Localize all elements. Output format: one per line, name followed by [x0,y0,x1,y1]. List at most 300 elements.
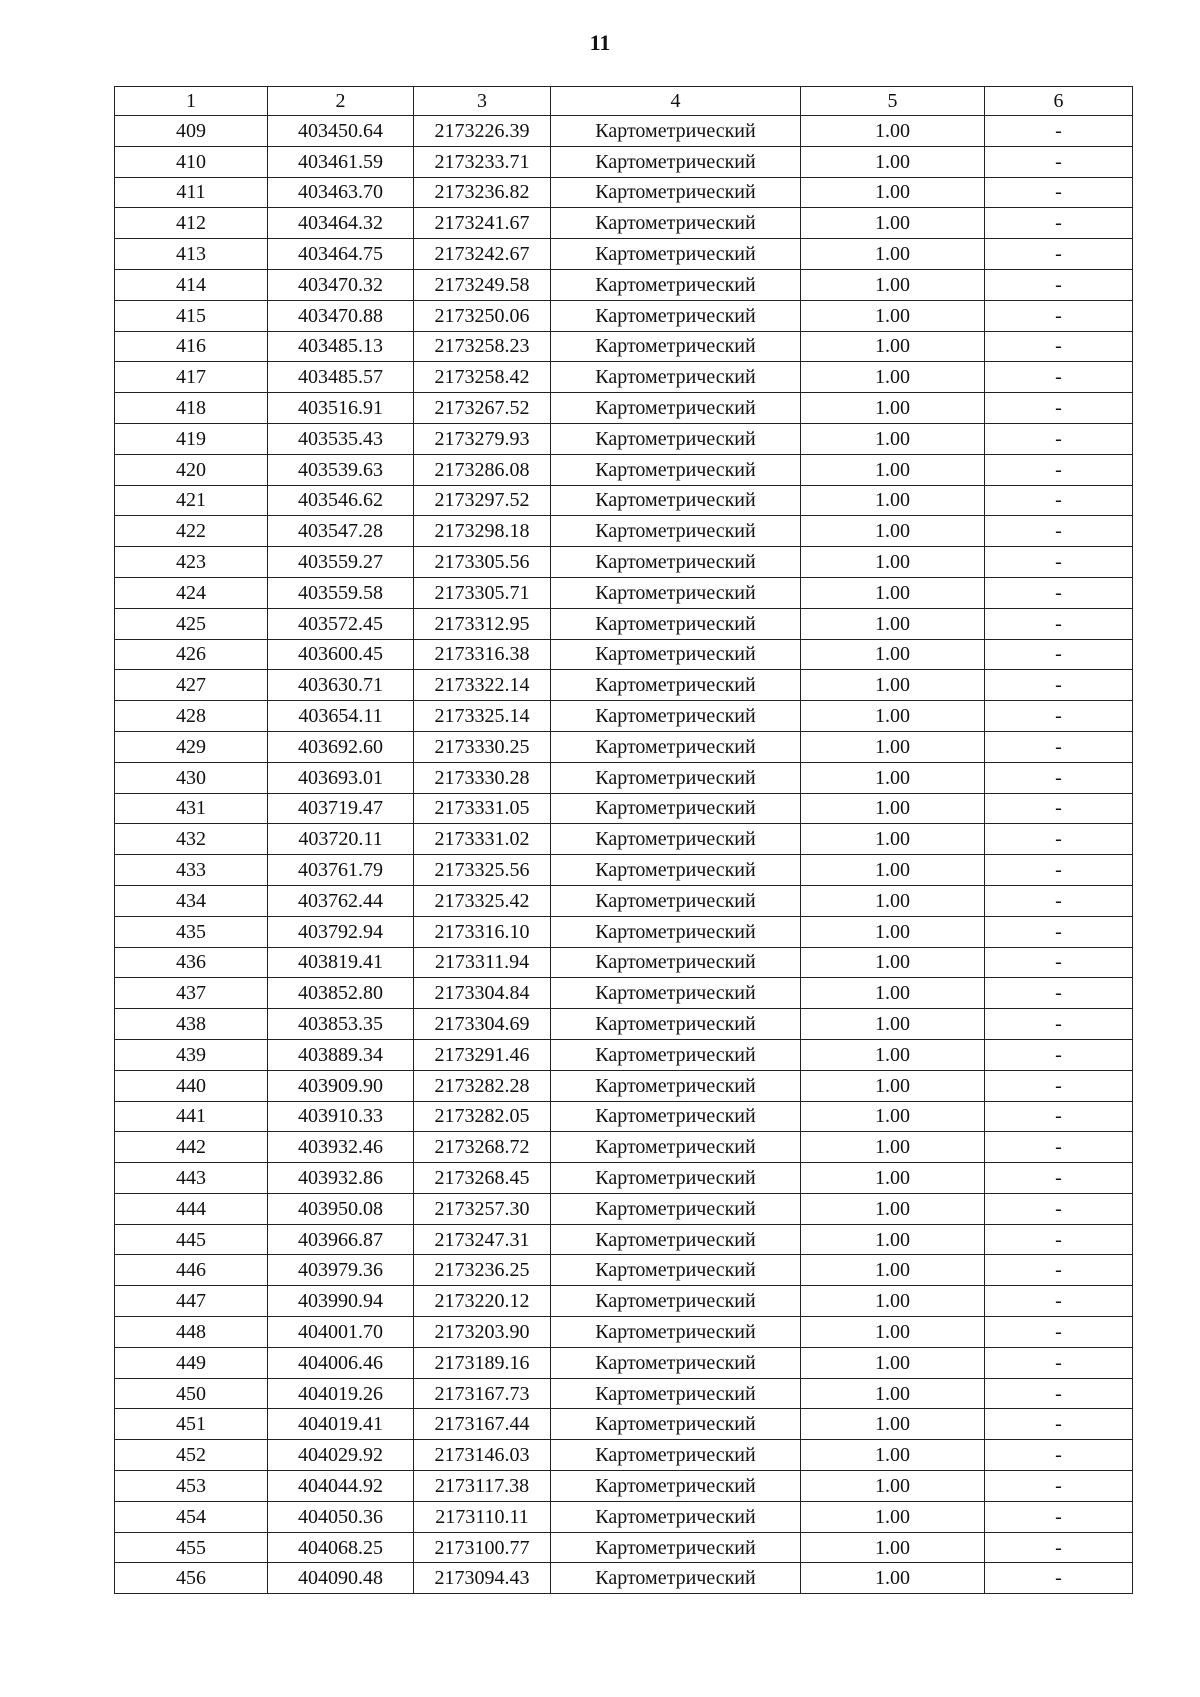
method-cell: Картометрический [551,239,801,270]
x-coordinate-cell: 403485.13 [268,331,414,362]
y-coordinate-cell: 2173282.05 [414,1101,551,1132]
y-coordinate-cell: 2173325.14 [414,701,551,732]
x-coordinate-cell: 403461.59 [268,146,414,177]
table-row [115,1532,1133,1563]
point-number-cell: 443 [115,1163,268,1194]
method-cell: Картометрический [551,177,801,208]
method-cell: Картометрический [551,116,801,147]
table-row [115,331,1133,362]
x-coordinate-cell: 404001.70 [268,1317,414,1348]
x-coordinate-cell: 403630.71 [268,670,414,701]
table-row [115,1132,1133,1163]
table-row [115,824,1133,855]
point-number-cell: 417 [115,362,268,393]
x-coordinate-cell: 404050.36 [268,1501,414,1532]
point-number-cell: 432 [115,824,268,855]
accuracy-cell: 1.00 [801,1009,985,1040]
method-cell: Картометрический [551,639,801,670]
note-cell: - [985,1501,1133,1532]
note-cell: - [985,608,1133,639]
point-number-cell: 420 [115,454,268,485]
x-coordinate-cell: 404029.92 [268,1440,414,1471]
note-cell: - [985,239,1133,270]
method-cell: Картометрический [551,1193,801,1224]
table-row [115,577,1133,608]
method-cell: Картометрический [551,362,801,393]
note-cell: - [985,1347,1133,1378]
method-cell: Картометрический [551,885,801,916]
accuracy-cell: 1.00 [801,608,985,639]
x-coordinate-cell: 403539.63 [268,454,414,485]
x-coordinate-cell: 403979.36 [268,1255,414,1286]
y-coordinate-cell: 2173258.23 [414,331,551,362]
method-cell: Картометрический [551,1070,801,1101]
note-cell: - [985,516,1133,547]
note-cell: - [985,208,1133,239]
point-number-cell: 440 [115,1070,268,1101]
point-number-cell: 409 [115,116,268,147]
table-row [115,239,1133,270]
point-number-cell: 416 [115,331,268,362]
table-row [115,269,1133,300]
accuracy-cell: 1.00 [801,978,985,1009]
note-cell: - [985,824,1133,855]
point-number-cell: 414 [115,269,268,300]
y-coordinate-cell: 2173189.16 [414,1347,551,1378]
table-row [115,1070,1133,1101]
x-coordinate-cell: 403559.27 [268,547,414,578]
point-number-cell: 424 [115,577,268,608]
y-coordinate-cell: 2173325.56 [414,855,551,886]
accuracy-cell: 1.00 [801,454,985,485]
note-cell: - [985,916,1133,947]
note-cell: - [985,1163,1133,1194]
accuracy-cell: 1.00 [801,1255,985,1286]
point-number-cell: 450 [115,1378,268,1409]
x-coordinate-cell: 403853.35 [268,1009,414,1040]
x-coordinate-cell: 403950.08 [268,1193,414,1224]
accuracy-cell: 1.00 [801,116,985,147]
point-number-cell: 449 [115,1347,268,1378]
table-row [115,885,1133,916]
y-coordinate-cell: 2173220.12 [414,1286,551,1317]
method-cell: Картометрический [551,762,801,793]
y-coordinate-cell: 2173226.39 [414,116,551,147]
note-cell: - [985,300,1133,331]
x-coordinate-cell: 403932.46 [268,1132,414,1163]
y-coordinate-cell: 2173331.05 [414,793,551,824]
method-cell: Картометрический [551,1039,801,1070]
method-cell: Картометрический [551,824,801,855]
method-cell: Картометрический [551,1163,801,1194]
point-number-cell: 410 [115,146,268,177]
point-number-cell: 439 [115,1039,268,1070]
point-number-cell: 429 [115,731,268,762]
x-coordinate-cell: 403990.94 [268,1286,414,1317]
point-number-cell: 423 [115,547,268,578]
note-cell: - [985,1132,1133,1163]
x-coordinate-cell: 403719.47 [268,793,414,824]
method-cell: Картометрический [551,1563,801,1594]
y-coordinate-cell: 2173330.28 [414,762,551,793]
table-row [115,1163,1133,1194]
note-cell: - [985,1070,1133,1101]
point-number-cell: 411 [115,177,268,208]
y-coordinate-cell: 2173291.46 [414,1039,551,1070]
point-number-cell: 444 [115,1193,268,1224]
accuracy-cell: 1.00 [801,1532,985,1563]
column-header: 1 [115,87,268,116]
x-coordinate-cell: 403463.70 [268,177,414,208]
x-coordinate-cell: 403516.91 [268,393,414,424]
accuracy-cell: 1.00 [801,1563,985,1594]
y-coordinate-cell: 2173117.38 [414,1471,551,1502]
x-coordinate-cell: 403889.34 [268,1039,414,1070]
method-cell: Картометрический [551,731,801,762]
table-row [115,1255,1133,1286]
point-number-cell: 451 [115,1409,268,1440]
table-row [115,608,1133,639]
accuracy-cell: 1.00 [801,639,985,670]
method-cell: Картометрический [551,393,801,424]
method-cell: Картометрический [551,1317,801,1348]
accuracy-cell: 1.00 [801,208,985,239]
point-number-cell: 426 [115,639,268,670]
y-coordinate-cell: 2173094.43 [414,1563,551,1594]
column-header: 2 [268,87,414,116]
note-cell: - [985,1317,1133,1348]
x-coordinate-cell: 403692.60 [268,731,414,762]
column-header: 6 [985,87,1133,116]
accuracy-cell: 1.00 [801,1378,985,1409]
y-coordinate-cell: 2173247.31 [414,1224,551,1255]
note-cell: - [985,177,1133,208]
accuracy-cell: 1.00 [801,1471,985,1502]
y-coordinate-cell: 2173203.90 [414,1317,551,1348]
note-cell: - [985,1440,1133,1471]
point-number-cell: 415 [115,300,268,331]
point-number-cell: 455 [115,1532,268,1563]
accuracy-cell: 1.00 [801,762,985,793]
x-coordinate-cell: 403535.43 [268,423,414,454]
x-coordinate-cell: 403654.11 [268,701,414,732]
method-cell: Картометрический [551,1440,801,1471]
y-coordinate-cell: 2173298.18 [414,516,551,547]
table-row [115,116,1133,147]
y-coordinate-cell: 2173110.11 [414,1501,551,1532]
accuracy-cell: 1.00 [801,1163,985,1194]
accuracy-cell: 1.00 [801,239,985,270]
accuracy-cell: 1.00 [801,393,985,424]
accuracy-cell: 1.00 [801,1224,985,1255]
table-row [115,1563,1133,1594]
method-cell: Картометрический [551,1132,801,1163]
point-number-cell: 435 [115,916,268,947]
x-coordinate-cell: 404019.26 [268,1378,414,1409]
method-cell: Картометрический [551,208,801,239]
note-cell: - [985,762,1133,793]
accuracy-cell: 1.00 [801,1039,985,1070]
y-coordinate-cell: 2173304.84 [414,978,551,1009]
x-coordinate-cell: 403966.87 [268,1224,414,1255]
accuracy-cell: 1.00 [801,916,985,947]
method-cell: Картометрический [551,1009,801,1040]
method-cell: Картометрический [551,1101,801,1132]
method-cell: Картометрический [551,608,801,639]
table-row [115,423,1133,454]
table-row [115,1471,1133,1502]
note-cell: - [985,1471,1133,1502]
table-row [115,1409,1133,1440]
y-coordinate-cell: 2173241.67 [414,208,551,239]
method-cell: Картометрический [551,547,801,578]
y-coordinate-cell: 2173311.94 [414,947,551,978]
note-cell: - [985,547,1133,578]
table-row [115,731,1133,762]
method-cell: Картометрический [551,1255,801,1286]
note-cell: - [985,1378,1133,1409]
y-coordinate-cell: 2173325.42 [414,885,551,916]
method-cell: Картометрический [551,300,801,331]
accuracy-cell: 1.00 [801,855,985,886]
x-coordinate-cell: 404006.46 [268,1347,414,1378]
accuracy-cell: 1.00 [801,1440,985,1471]
method-cell: Картометрический [551,947,801,978]
method-cell: Картометрический [551,916,801,947]
accuracy-cell: 1.00 [801,885,985,916]
table-row [115,300,1133,331]
method-cell: Картометрический [551,1347,801,1378]
note-cell: - [985,855,1133,886]
point-number-cell: 425 [115,608,268,639]
y-coordinate-cell: 2173282.28 [414,1070,551,1101]
accuracy-cell: 1.00 [801,362,985,393]
point-number-cell: 433 [115,855,268,886]
table-row [115,916,1133,947]
y-coordinate-cell: 2173100.77 [414,1532,551,1563]
table-row [115,1501,1133,1532]
y-coordinate-cell: 2173331.02 [414,824,551,855]
point-number-cell: 419 [115,423,268,454]
x-coordinate-cell: 403761.79 [268,855,414,886]
y-coordinate-cell: 2173316.38 [414,639,551,670]
note-cell: - [985,1009,1133,1040]
point-number-cell: 436 [115,947,268,978]
method-cell: Картометрический [551,485,801,516]
x-coordinate-cell: 403852.80 [268,978,414,1009]
note-cell: - [985,423,1133,454]
accuracy-cell: 1.00 [801,1286,985,1317]
y-coordinate-cell: 2173250.06 [414,300,551,331]
accuracy-cell: 1.00 [801,177,985,208]
table-row [115,1039,1133,1070]
point-number-cell: 413 [115,239,268,270]
y-coordinate-cell: 2173316.10 [414,916,551,947]
note-cell: - [985,485,1133,516]
accuracy-cell: 1.00 [801,1132,985,1163]
point-number-cell: 437 [115,978,268,1009]
point-number-cell: 456 [115,1563,268,1594]
accuracy-cell: 1.00 [801,1317,985,1348]
accuracy-cell: 1.00 [801,516,985,547]
note-cell: - [985,793,1133,824]
method-cell: Картометрический [551,146,801,177]
note-cell: - [985,269,1133,300]
y-coordinate-cell: 2173167.73 [414,1378,551,1409]
y-coordinate-cell: 2173279.93 [414,423,551,454]
column-header: 5 [801,87,985,116]
x-coordinate-cell: 403470.88 [268,300,414,331]
note-cell: - [985,947,1133,978]
note-cell: - [985,1286,1133,1317]
table-row [115,701,1133,732]
table-row [115,855,1133,886]
x-coordinate-cell: 403470.32 [268,269,414,300]
table-row [115,1193,1133,1224]
table-row [115,1286,1133,1317]
method-cell: Картометрический [551,670,801,701]
method-cell: Картометрический [551,269,801,300]
table-row [115,146,1133,177]
note-cell: - [985,670,1133,701]
x-coordinate-cell: 404068.25 [268,1532,414,1563]
accuracy-cell: 1.00 [801,269,985,300]
y-coordinate-cell: 2173267.52 [414,393,551,424]
accuracy-cell: 1.00 [801,331,985,362]
accuracy-cell: 1.00 [801,731,985,762]
column-header: 4 [551,87,801,116]
table-row [115,1224,1133,1255]
accuracy-cell: 1.00 [801,300,985,331]
y-coordinate-cell: 2173322.14 [414,670,551,701]
note-cell: - [985,978,1133,1009]
x-coordinate-cell: 404019.41 [268,1409,414,1440]
table-row [115,1101,1133,1132]
point-number-cell: 447 [115,1286,268,1317]
x-coordinate-cell: 403485.57 [268,362,414,393]
accuracy-cell: 1.00 [801,1409,985,1440]
point-number-cell: 421 [115,485,268,516]
note-cell: - [985,1101,1133,1132]
x-coordinate-cell: 403762.44 [268,885,414,916]
note-cell: - [985,885,1133,916]
y-coordinate-cell: 2173286.08 [414,454,551,485]
x-coordinate-cell: 404090.48 [268,1563,414,1594]
table-row [115,639,1133,670]
point-number-cell: 422 [115,516,268,547]
point-number-cell: 446 [115,1255,268,1286]
note-cell: - [985,146,1133,177]
accuracy-cell: 1.00 [801,1070,985,1101]
note-cell: - [985,701,1133,732]
point-number-cell: 442 [115,1132,268,1163]
method-cell: Картометрический [551,1286,801,1317]
y-coordinate-cell: 2173167.44 [414,1409,551,1440]
table-header-row [115,87,1133,116]
point-number-cell: 431 [115,793,268,824]
y-coordinate-cell: 2173242.67 [414,239,551,270]
note-cell: - [985,1532,1133,1563]
x-coordinate-cell: 403464.32 [268,208,414,239]
accuracy-cell: 1.00 [801,547,985,578]
accuracy-cell: 1.00 [801,793,985,824]
x-coordinate-cell: 403909.90 [268,1070,414,1101]
table-row [115,454,1133,485]
accuracy-cell: 1.00 [801,701,985,732]
x-coordinate-cell: 403819.41 [268,947,414,978]
note-cell: - [985,393,1133,424]
note-cell: - [985,331,1133,362]
point-number-cell: 448 [115,1317,268,1348]
method-cell: Картометрический [551,1532,801,1563]
note-cell: - [985,639,1133,670]
y-coordinate-cell: 2173268.45 [414,1163,551,1194]
note-cell: - [985,1039,1133,1070]
method-cell: Картометрический [551,454,801,485]
method-cell: Картометрический [551,1471,801,1502]
y-coordinate-cell: 2173305.56 [414,547,551,578]
accuracy-cell: 1.00 [801,577,985,608]
y-coordinate-cell: 2173297.52 [414,485,551,516]
page-number: 11 [589,30,611,55]
table-row [115,362,1133,393]
y-coordinate-cell: 2173236.25 [414,1255,551,1286]
table-row [115,670,1133,701]
method-cell: Картометрический [551,1224,801,1255]
coordinates-table [114,86,1133,1594]
x-coordinate-cell: 403559.58 [268,577,414,608]
y-coordinate-cell: 2173249.58 [414,269,551,300]
note-cell: - [985,362,1133,393]
x-coordinate-cell: 403464.75 [268,239,414,270]
note-cell: - [985,1193,1133,1224]
x-coordinate-cell: 403547.28 [268,516,414,547]
method-cell: Картометрический [551,423,801,454]
table-row [115,1347,1133,1378]
point-number-cell: 441 [115,1101,268,1132]
note-cell: - [985,1255,1133,1286]
table-row [115,516,1133,547]
method-cell: Картометрический [551,1501,801,1532]
note-cell: - [985,1224,1133,1255]
point-number-cell: 453 [115,1471,268,1502]
x-coordinate-cell: 403450.64 [268,116,414,147]
point-number-cell: 430 [115,762,268,793]
note-cell: - [985,454,1133,485]
accuracy-cell: 1.00 [801,670,985,701]
x-coordinate-cell: 403693.01 [268,762,414,793]
note-cell: - [985,1409,1133,1440]
x-coordinate-cell: 403792.94 [268,916,414,947]
x-coordinate-cell: 403932.86 [268,1163,414,1194]
point-number-cell: 445 [115,1224,268,1255]
table-row [115,177,1133,208]
method-cell: Картометрический [551,1378,801,1409]
point-number-cell: 428 [115,701,268,732]
accuracy-cell: 1.00 [801,1101,985,1132]
table-row [115,547,1133,578]
y-coordinate-cell: 2173268.72 [414,1132,551,1163]
method-cell: Картометрический [551,978,801,1009]
accuracy-cell: 1.00 [801,947,985,978]
y-coordinate-cell: 2173233.71 [414,146,551,177]
table-row [115,1378,1133,1409]
accuracy-cell: 1.00 [801,485,985,516]
note-cell: - [985,116,1133,147]
point-number-cell: 452 [115,1440,268,1471]
method-cell: Картометрический [551,577,801,608]
accuracy-cell: 1.00 [801,1501,985,1532]
